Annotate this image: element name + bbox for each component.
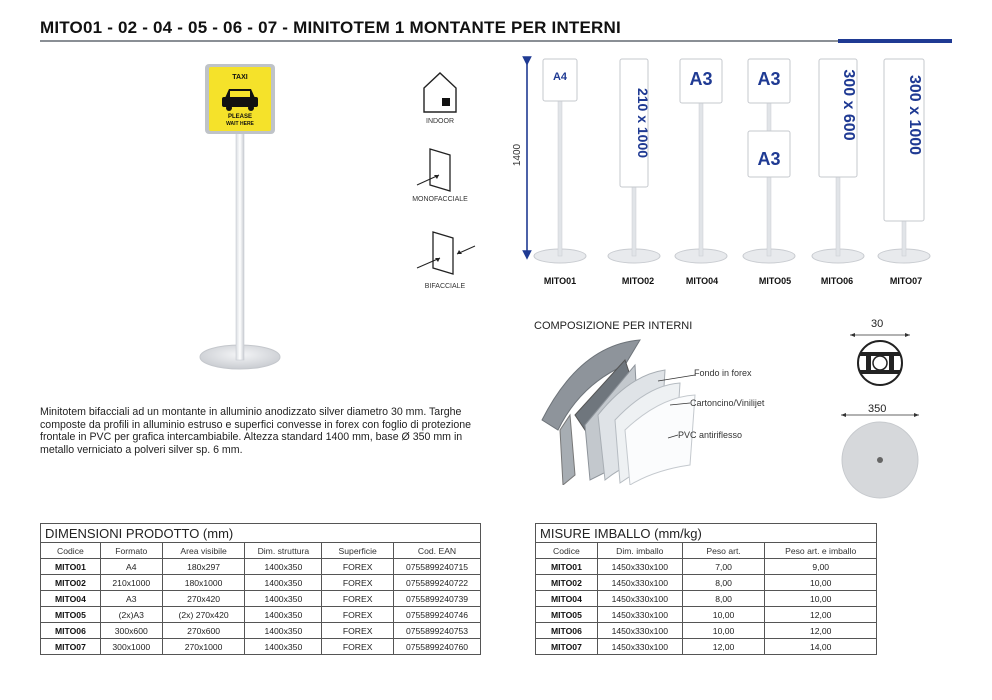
composition-title: COMPOSIZIONE PER INTERNI [534,320,693,332]
table-row [536,591,877,607]
cell: (2x)A3 [100,607,162,623]
cell: FOREX [322,607,394,623]
lineup-code-mito04: MITO04 [685,276,719,286]
cell: 9,00 [765,559,877,575]
col-header: Formato [100,543,162,559]
cell: 10,00 [765,591,877,607]
composition-diagram [530,335,790,485]
layer-label-cartoncino: Cartoncino/Vinilijet [690,398,765,408]
base-diameter-label: 350 [868,403,887,415]
cell: 8,00 [682,575,765,591]
cell: 1450x330x100 [597,591,682,607]
cell: FOREX [322,559,394,575]
base-plan-drawing [835,412,925,502]
cell: 1400x350 [245,639,322,655]
hero-product-image [195,62,285,372]
title-rule [40,40,840,42]
layer-label-forex: Fondo in forex [694,368,752,378]
table-row [41,591,481,607]
cell: MITO06 [536,623,598,639]
cell: 14,00 [765,639,877,655]
cell: 270x600 [162,623,245,639]
col-header: Area visibile [162,543,245,559]
cell: MITO02 [536,575,598,591]
cell: 300x600 [100,623,162,639]
mito02-panel-text: 210 x 1000 [635,87,651,159]
lineup-code-mito06: MITO06 [820,276,854,286]
mito06-panel-text: 300 x 600 [840,69,857,141]
cell: 1450x330x100 [597,639,682,655]
table-row [536,559,877,575]
model-mito04-figure [675,59,727,263]
cell: 0755899240753 [394,623,481,639]
mito05-panel-text-top: A3 [757,69,781,89]
table-row [536,639,877,655]
table-row [41,607,481,623]
mito07-panel-text: 300 x 1000 [906,74,923,156]
col-header: Superficie [322,543,394,559]
indoor-icon [420,70,460,115]
cell: 7,00 [682,559,765,575]
mito01-panel-text: A4 [552,71,568,83]
cell: 8,00 [682,591,765,607]
double-sided-icon [413,228,478,278]
sign-text-wait: WAIT HERE [226,121,254,127]
cell: MITO07 [41,639,101,655]
model-mito07-figure [878,59,930,263]
cell: 12,00 [765,607,877,623]
product-dimensions-table [40,523,481,655]
cell: 1450x330x100 [597,575,682,591]
cell: 1450x330x100 [597,623,682,639]
cell: 210x1000 [100,575,162,591]
col-header: Dim. struttura [245,543,322,559]
cell: 1400x350 [245,623,322,639]
table-header-row [536,543,877,559]
cell: FOREX [322,591,394,607]
page-title: MITO01 - 02 - 04 - 05 - 06 - 07 - MINITOTEM 1 MONTANTE PER INTERNI [40,18,621,37]
table-row [41,623,481,639]
cell: 10,00 [682,623,765,639]
col-header: Cod. EAN [394,543,481,559]
layer-label-pvc: PVC antiriflesso [678,430,743,440]
col-header: Peso art. e imballo [765,543,877,559]
cell: 0755899240739 [394,591,481,607]
cell: 1450x330x100 [597,559,682,575]
cell: 270x1000 [162,639,245,655]
cell: 0755899240715 [394,559,481,575]
model-mito05-figure [743,59,795,263]
cell: 1400x350 [245,559,322,575]
mito04-panel-text: A3 [689,69,713,89]
cell: (2x) 270x420 [162,607,245,623]
table-row [41,575,481,591]
cell: 180x1000 [162,575,245,591]
sign-text-please: PLEASE [227,114,253,120]
cell: 270x420 [162,591,245,607]
col-header: Dim. imballo [597,543,682,559]
cell: MITO04 [536,591,598,607]
cell: MITO05 [536,607,598,623]
profile-section-drawing [840,330,920,390]
cell: 300x1000 [100,639,162,655]
table-row [41,559,481,575]
double-sided-label: BIFACCIALE [424,283,466,290]
cell: 1400x350 [245,591,322,607]
col-header: Codice [41,543,101,559]
cell: A3 [100,591,162,607]
cell: 0755899240760 [394,639,481,655]
model-mito01-figure [534,59,586,263]
packaging-table-title: MISURE IMBALLO (mm/kg) [535,523,877,542]
col-header: Peso art. [682,543,765,559]
cell: 12,00 [765,623,877,639]
models-lineup [510,55,950,270]
single-sided-icon [415,145,460,195]
cell: 10,00 [682,607,765,623]
table-row [536,575,877,591]
cell: MITO02 [41,575,101,591]
lineup-code-mito01: MITO01 [543,276,577,286]
lineup-code-mito05: MITO05 [758,276,792,286]
sign-text-taxi: TAXI [232,74,248,81]
cell: MITO07 [536,639,598,655]
cell: 10,00 [765,575,877,591]
col-header: Codice [536,543,598,559]
cell: MITO04 [41,591,101,607]
lineup-code-mito07: MITO07 [889,276,923,286]
cell: FOREX [322,639,394,655]
cell: 1400x350 [245,607,322,623]
cell: MITO05 [41,607,101,623]
table-row [536,623,877,639]
packaging-table [535,523,877,655]
lineup-code-mito02: MITO02 [621,276,655,286]
table-header-row [41,543,481,559]
title-rule-accent [838,39,952,43]
height-label: 1400 [512,143,523,167]
model-mito02-figure [608,59,660,263]
cell: 0755899240746 [394,607,481,623]
cell: 1400x350 [245,575,322,591]
cell: 180x297 [162,559,245,575]
cell: MITO01 [41,559,101,575]
indoor-label: INDOOR [426,118,454,125]
cell: A4 [100,559,162,575]
cell: FOREX [322,575,394,591]
cell: 1450x330x100 [597,607,682,623]
cell: MITO01 [536,559,598,575]
model-mito06-figure [812,59,864,263]
product-table-title: DIMENSIONI PRODOTTO (mm) [40,523,481,542]
table-row [536,607,877,623]
cell: MITO06 [41,623,101,639]
product-description: Minitotem bifacciali ad un montante in alluminio anodizzato silver diametro 30 mm. Targhe composte da profili in alluminio estruso e superfici convesse in forex con foglio di protezione frontale in PVC per grafica intercambiabile. Altezza standard 1400 mm, base Ø 350 mm in metallo verniciato a polveri silver sp. 6 mm. [40,406,472,456]
mito05-panel-text-bottom: A3 [757,149,781,169]
profile-width-label: 30 [871,318,884,330]
single-sided-label: MONOFACCIALE [412,196,468,203]
cell: 0755899240722 [394,575,481,591]
table-row [41,639,481,655]
cell: 12,00 [682,639,765,655]
cell: FOREX [322,623,394,639]
